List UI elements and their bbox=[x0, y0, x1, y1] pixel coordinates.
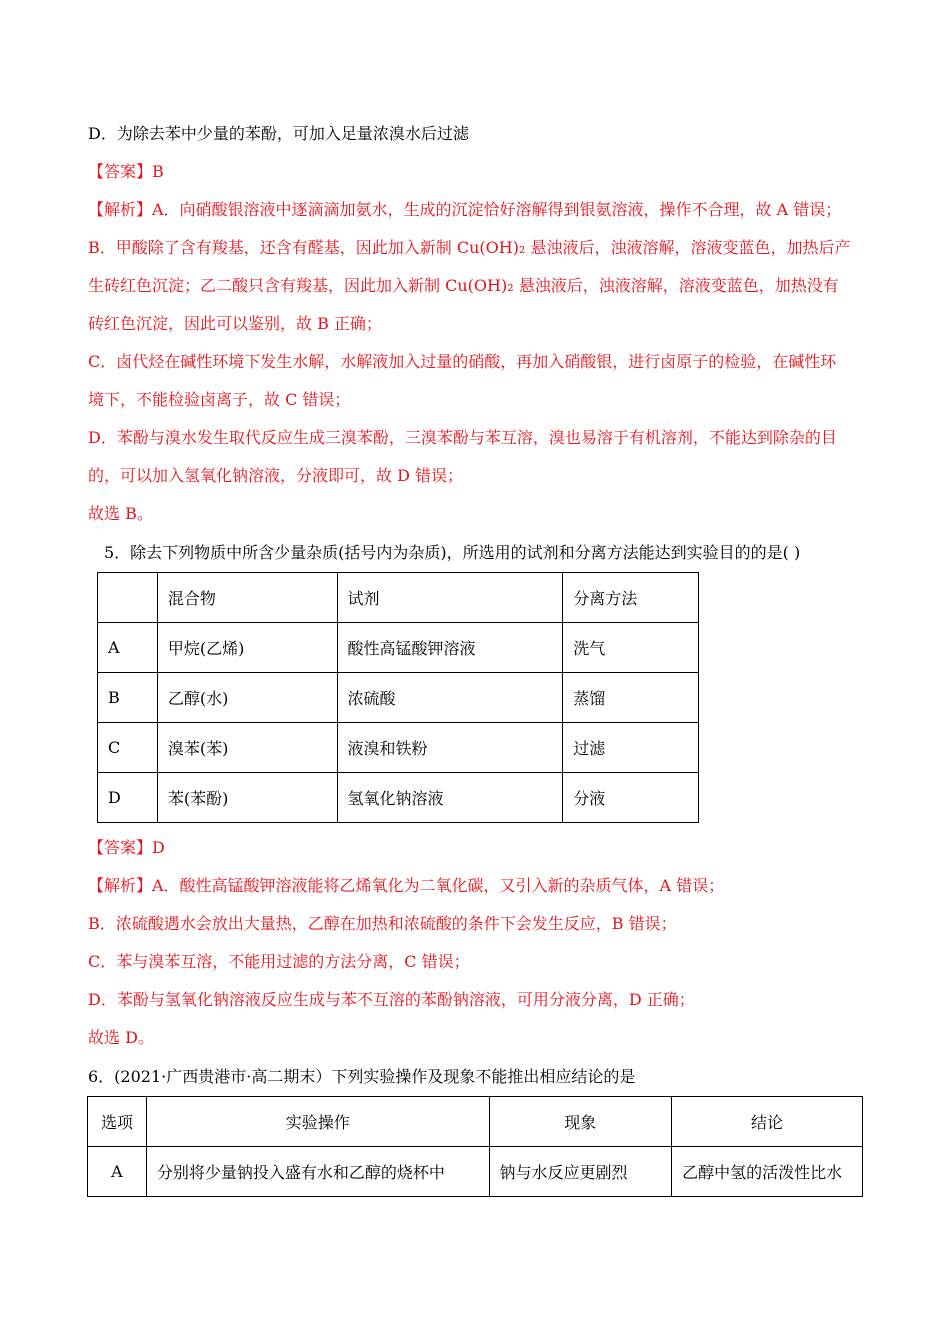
q4-answer: 【答案】B bbox=[88, 162, 164, 181]
table-cell bbox=[98, 573, 158, 623]
q4-analysis-line: 的，可以加入氢氧化钠溶液，分液即可，故 D 错误； bbox=[88, 466, 464, 485]
q4-analysis-line: 【解析】A．向硝酸银溶液中逐滴滴加氨水，生成的沉淀恰好溶解得到银氨溶液，操作不合理，故 A 错误； bbox=[88, 200, 842, 219]
q6-table bbox=[87, 1096, 863, 1197]
table-cell: C bbox=[98, 723, 158, 773]
table-cell: 乙醇(水) bbox=[157, 673, 337, 723]
table-cell: A bbox=[98, 623, 158, 673]
table-cell: 洗气 bbox=[563, 623, 699, 673]
q5-analysis-line: 【解析】A．酸性高锰酸钾溶液能将乙烯氧化为二氧化碳，又引入新的杂质气体，A 错误； bbox=[88, 876, 725, 895]
table-cell: 氢氧化钠溶液 bbox=[337, 773, 563, 823]
q5-stem: 5．除去下列物质中所含少量杂质(括号内为杂质)，所选用的试剂和分离方法能达到实验目的的是( ) bbox=[104, 543, 801, 562]
table-cell: 乙醇中氢的活泼性比水 bbox=[672, 1147, 863, 1197]
table-cell: 分离方法 bbox=[563, 573, 699, 623]
table-cell: B bbox=[98, 673, 158, 723]
table-row bbox=[98, 773, 699, 823]
table-cell: 分液 bbox=[563, 773, 699, 823]
q4-analysis-line: B．甲酸除了含有羧基，还含有醛基，因此加入新制 Cu(OH)₂ 悬浊液后，浊液溶解，溶液变蓝色，加热后产 bbox=[88, 238, 851, 257]
table-header-row bbox=[98, 573, 699, 623]
table-cell: 分别将少量钠投入盛有水和乙醇的烧杯中 bbox=[146, 1147, 489, 1197]
table-cell: 试剂 bbox=[337, 573, 563, 623]
q5-analysis-line: C．苯与溴苯互溶，不能用过滤的方法分离，C 错误； bbox=[88, 952, 470, 971]
table-cell: 酸性高锰酸钾溶液 bbox=[337, 623, 563, 673]
q5-answer: 【答案】D bbox=[88, 838, 165, 857]
table-cell: 实验操作 bbox=[146, 1097, 489, 1147]
table-cell: 溴苯(苯) bbox=[157, 723, 337, 773]
table-cell: 蒸馏 bbox=[563, 673, 699, 723]
table-row bbox=[98, 673, 699, 723]
q4-analysis-line: 境下，不能检验卤离子，故 C 错误； bbox=[88, 390, 351, 409]
q4-analysis-line: 砖红色沉淀，因此可以鉴别，故 B 正确； bbox=[88, 314, 382, 333]
table-cell: 结论 bbox=[672, 1097, 863, 1147]
q4-analysis-line: 故选 B。 bbox=[88, 504, 153, 523]
table-cell: 混合物 bbox=[157, 573, 337, 623]
q5-analysis-line: 故选 D。 bbox=[88, 1028, 154, 1047]
table-cell: 现象 bbox=[489, 1097, 672, 1147]
table-cell: 过滤 bbox=[563, 723, 699, 773]
table-cell: 苯(苯酚) bbox=[157, 773, 337, 823]
table-row bbox=[88, 1147, 863, 1197]
table-cell: 浓硫酸 bbox=[337, 673, 563, 723]
table-cell: 选项 bbox=[88, 1097, 147, 1147]
table-cell: 钠与水反应更剧烈 bbox=[489, 1147, 672, 1197]
table-cell: 甲烷(乙烯) bbox=[157, 623, 337, 673]
q4-analysis-line: C．卤代烃在碱性环境下发生水解，水解液加入过量的硝酸，再加入硝酸银，进行卤原子的检验，在碱性环 bbox=[88, 352, 837, 371]
q5-analysis-line: D．苯酚与氢氧化钠溶液反应生成与苯不互溶的苯酚钠溶液，可用分液分离，D 正确； bbox=[88, 990, 695, 1009]
table-header-row bbox=[88, 1097, 863, 1147]
table-cell: 液溴和铁粉 bbox=[337, 723, 563, 773]
table-row bbox=[98, 623, 699, 673]
table-cell: D bbox=[98, 773, 158, 823]
q4-analysis-line: 生砖红色沉淀；乙二酸只含有羧基，因此加入新制 Cu(OH)₂ 悬浊液后，浊液溶解，溶液变蓝色，加热没有 bbox=[88, 276, 839, 295]
q4-option-d: D．为除去苯中少量的苯酚，可加入足量浓溴水后过滤 bbox=[88, 124, 469, 143]
q4-analysis-line: D．苯酚与溴水发生取代反应生成三溴苯酚，三溴苯酚与苯互溶，溴也易溶于有机溶剂，不能达到除杂的目 bbox=[88, 428, 837, 447]
table-row bbox=[98, 723, 699, 773]
table-cell: A bbox=[88, 1147, 147, 1197]
q5-analysis-line: B．浓硫酸遇水会放出大量热，乙醇在加热和浓硫酸的条件下会发生反应，B 错误； bbox=[88, 914, 677, 933]
q6-stem: 6．(2021·广西贵港市·高二期末）下列实验操作及现象不能推出相应结论的是 bbox=[88, 1067, 636, 1086]
q5-table bbox=[97, 572, 699, 823]
